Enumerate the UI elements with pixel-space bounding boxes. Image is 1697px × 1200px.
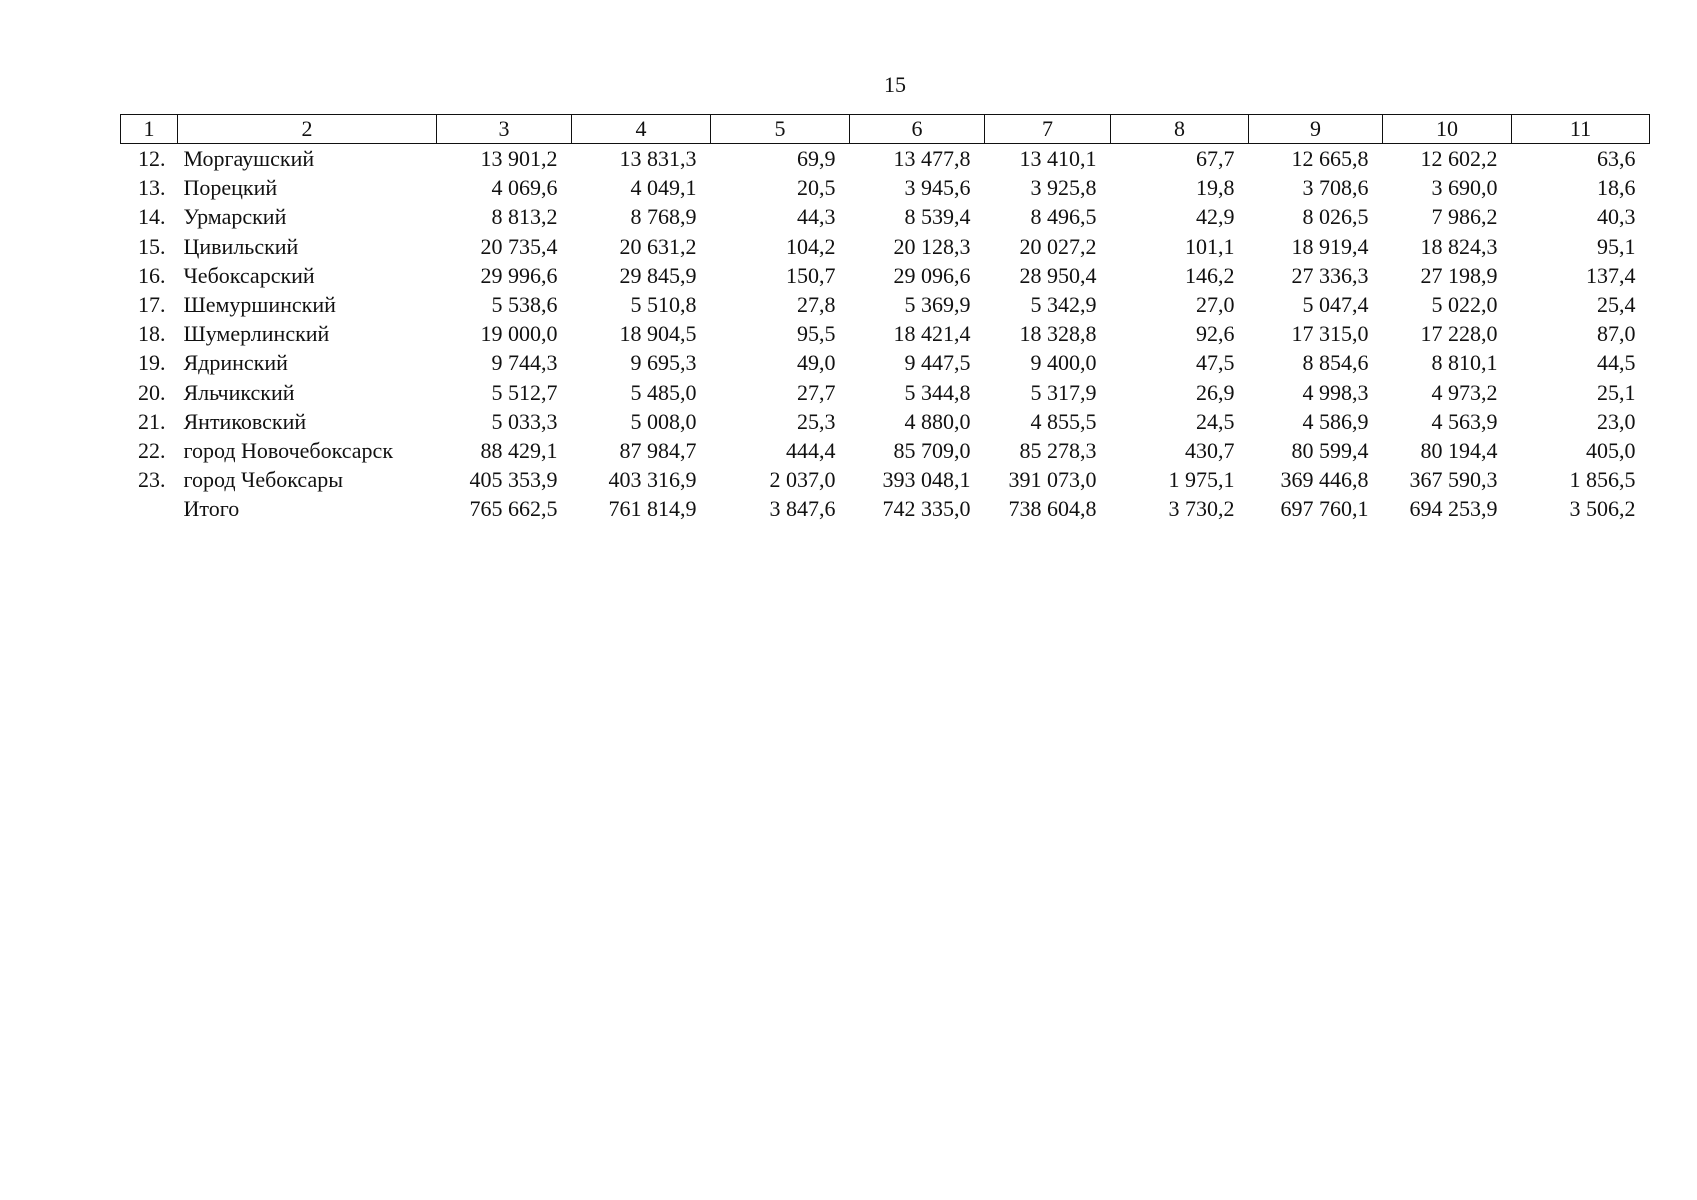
value-cell: 88 429,1 xyxy=(480,437,558,463)
value-cell: 29 096,6 xyxy=(893,262,971,288)
value-cell: 23,0 xyxy=(1597,408,1636,434)
district-name: Шемуршинский xyxy=(183,292,336,318)
value-cell: 92,6 xyxy=(1196,321,1235,347)
value-cell: 13 901,2 xyxy=(480,146,558,172)
value-cell: 25,3 xyxy=(797,408,836,434)
value-cell: 694 253,9 xyxy=(1409,496,1498,522)
value-cell: 18 421,4 xyxy=(893,321,971,347)
table-row xyxy=(121,436,1650,465)
value-cell: 5 512,7 xyxy=(491,379,558,405)
district-name: Итого xyxy=(183,496,240,522)
row-number: 14. xyxy=(138,204,166,230)
row-number: 15. xyxy=(138,233,166,259)
row-number: 23. xyxy=(138,467,166,493)
row-number: 22. xyxy=(138,437,166,463)
value-cell: 8 854,6 xyxy=(1302,350,1369,376)
value-cell: 19 000,0 xyxy=(480,321,558,347)
value-cell: 4 563,9 xyxy=(1431,408,1498,434)
value-cell: 27,7 xyxy=(797,379,836,405)
value-cell: 20,5 xyxy=(797,175,836,201)
value-cell: 67,7 xyxy=(1196,146,1235,172)
row-number: 21. xyxy=(138,408,166,434)
value-cell: 4 998,3 xyxy=(1302,379,1369,405)
value-cell: 3 847,6 xyxy=(769,496,836,522)
value-cell: 765 662,5 xyxy=(469,496,558,522)
value-cell: 367 590,3 xyxy=(1409,467,1498,493)
row-number: 16. xyxy=(138,262,166,288)
table-row xyxy=(121,465,1650,494)
value-cell: 9 744,3 xyxy=(491,350,558,376)
value-cell: 25,1 xyxy=(1597,379,1636,405)
district-name: Цивильский xyxy=(183,233,299,259)
column-header: 7 xyxy=(985,115,1111,144)
value-cell: 69,9 xyxy=(797,146,836,172)
value-cell: 4 049,1 xyxy=(630,175,697,201)
value-cell: 4 586,9 xyxy=(1302,408,1369,434)
value-cell: 5 485,0 xyxy=(630,379,697,405)
row-number: 12. xyxy=(138,146,166,172)
value-cell: 20 735,4 xyxy=(480,233,558,259)
value-cell: 12 665,8 xyxy=(1291,146,1369,172)
value-cell: 17 315,0 xyxy=(1291,321,1369,347)
value-cell: 5 538,6 xyxy=(491,292,558,318)
value-cell: 742 335,0 xyxy=(882,496,971,522)
value-cell: 27,0 xyxy=(1196,292,1235,318)
table-row xyxy=(121,407,1650,436)
value-cell: 19,8 xyxy=(1196,175,1235,201)
value-cell: 28 950,4 xyxy=(1019,262,1097,288)
value-cell: 13 477,8 xyxy=(893,146,971,172)
value-cell: 3 925,8 xyxy=(1030,175,1097,201)
value-cell: 1 975,1 xyxy=(1168,467,1235,493)
value-cell: 761 814,9 xyxy=(608,496,697,522)
value-cell: 9 400,0 xyxy=(1030,350,1097,376)
value-cell: 27 336,3 xyxy=(1291,262,1369,288)
value-cell: 95,1 xyxy=(1597,233,1636,259)
value-cell: 9 695,3 xyxy=(630,350,697,376)
value-cell: 26,9 xyxy=(1196,379,1235,405)
value-cell: 3 690,0 xyxy=(1431,175,1498,201)
value-cell: 5 510,8 xyxy=(630,292,697,318)
column-header: 2 xyxy=(178,115,437,144)
value-cell: 40,3 xyxy=(1597,204,1636,230)
column-header: 4 xyxy=(572,115,711,144)
value-cell: 3 506,2 xyxy=(1569,496,1636,522)
value-cell: 697 760,1 xyxy=(1280,496,1369,522)
column-header: 1 xyxy=(121,115,178,144)
row-number: 18. xyxy=(138,321,166,347)
column-header: 9 xyxy=(1249,115,1383,144)
value-cell: 27 198,9 xyxy=(1420,262,1498,288)
value-cell: 369 446,8 xyxy=(1280,467,1369,493)
district-name: Янтиковский xyxy=(183,408,307,434)
value-cell: 13 831,3 xyxy=(619,146,697,172)
value-cell: 24,5 xyxy=(1196,408,1235,434)
value-cell: 5 317,9 xyxy=(1030,379,1097,405)
value-cell: 9 447,5 xyxy=(904,350,971,376)
table-row xyxy=(121,319,1650,348)
value-cell: 13 410,1 xyxy=(1019,146,1097,172)
value-cell: 8 026,5 xyxy=(1302,204,1369,230)
table-body xyxy=(121,144,1650,524)
value-cell: 2 037,0 xyxy=(769,467,836,493)
value-cell: 87 984,7 xyxy=(619,437,697,463)
value-cell: 80 194,4 xyxy=(1420,437,1498,463)
value-cell: 29 996,6 xyxy=(480,262,558,288)
value-cell: 80 599,4 xyxy=(1291,437,1369,463)
column-header: 11 xyxy=(1512,115,1650,144)
value-cell: 4 855,5 xyxy=(1030,408,1097,434)
value-cell: 18 328,8 xyxy=(1019,321,1097,347)
value-cell: 5 369,9 xyxy=(904,292,971,318)
table-row xyxy=(121,232,1650,261)
value-cell: 738 604,8 xyxy=(1008,496,1097,522)
column-header: 6 xyxy=(850,115,985,144)
value-cell: 17 228,0 xyxy=(1420,321,1498,347)
value-cell: 5 047,4 xyxy=(1302,292,1369,318)
value-cell: 20 128,3 xyxy=(893,233,971,259)
data-table xyxy=(120,114,1650,523)
value-cell: 5 342,9 xyxy=(1030,292,1097,318)
row-number xyxy=(121,494,178,523)
value-cell: 8 813,2 xyxy=(491,204,558,230)
value-cell: 8 496,5 xyxy=(1030,204,1097,230)
value-cell: 63,6 xyxy=(1597,146,1636,172)
value-cell: 8 810,1 xyxy=(1431,350,1498,376)
value-cell: 104,2 xyxy=(786,233,836,259)
district-name: Ядринский xyxy=(183,350,288,376)
row-number: 17. xyxy=(138,292,166,318)
value-cell: 85 709,0 xyxy=(893,437,971,463)
district-name: Урмарский xyxy=(183,204,287,230)
value-cell: 405 353,9 xyxy=(469,467,558,493)
value-cell: 20 027,2 xyxy=(1019,233,1097,259)
value-cell: 391 073,0 xyxy=(1008,467,1097,493)
value-cell: 405,0 xyxy=(1586,437,1636,463)
page-number: 15 xyxy=(884,72,906,97)
district-name: город Новочебоксарск xyxy=(183,437,394,463)
value-cell: 95,5 xyxy=(797,321,836,347)
value-cell: 4 973,2 xyxy=(1431,379,1498,405)
row-number: 20. xyxy=(138,379,166,405)
value-cell: 18 904,5 xyxy=(619,321,697,347)
column-header: 3 xyxy=(437,115,572,144)
table-row xyxy=(121,494,1650,523)
value-cell: 150,7 xyxy=(786,262,836,288)
value-cell: 1 856,5 xyxy=(1569,467,1636,493)
value-cell: 18,6 xyxy=(1597,175,1636,201)
column-header: 10 xyxy=(1383,115,1512,144)
value-cell: 3 708,6 xyxy=(1302,175,1369,201)
value-cell: 7 986,2 xyxy=(1431,204,1498,230)
value-cell: 29 845,9 xyxy=(619,262,697,288)
value-cell: 47,5 xyxy=(1196,350,1235,376)
value-cell: 5 022,0 xyxy=(1431,292,1498,318)
district-name: Порецкий xyxy=(183,175,278,201)
value-cell: 5 008,0 xyxy=(630,408,697,434)
value-cell: 18 824,3 xyxy=(1420,233,1498,259)
district-name: Шумерлинский xyxy=(183,321,330,347)
value-cell: 137,4 xyxy=(1586,262,1636,288)
value-cell: 18 919,4 xyxy=(1291,233,1369,259)
value-cell: 8 768,9 xyxy=(630,204,697,230)
table-row xyxy=(121,290,1650,319)
value-cell: 4 880,0 xyxy=(904,408,971,434)
row-number: 13. xyxy=(138,175,166,201)
table-row xyxy=(121,202,1650,231)
table-row xyxy=(121,378,1650,407)
table-row xyxy=(121,173,1650,202)
value-cell: 101,1 xyxy=(1185,233,1235,259)
column-header: 8 xyxy=(1111,115,1249,144)
value-cell: 5 344,8 xyxy=(904,379,971,405)
district-name: Чебоксарский xyxy=(183,262,315,288)
value-cell: 430,7 xyxy=(1185,437,1235,463)
value-cell: 4 069,6 xyxy=(491,175,558,201)
value-cell: 20 631,2 xyxy=(619,233,697,259)
value-cell: 5 033,3 xyxy=(491,408,558,434)
district-name: Моргаушский xyxy=(183,146,315,172)
value-cell: 8 539,4 xyxy=(904,204,971,230)
value-cell: 25,4 xyxy=(1597,292,1636,318)
table-row xyxy=(121,348,1650,377)
value-cell: 444,4 xyxy=(786,437,836,463)
district-name: город Чебоксары xyxy=(183,467,344,493)
value-cell: 87,0 xyxy=(1597,321,1636,347)
header-row xyxy=(121,115,1650,144)
value-cell: 3 730,2 xyxy=(1168,496,1235,522)
value-cell: 393 048,1 xyxy=(882,467,971,493)
district-name: Яльчикский xyxy=(183,379,295,405)
value-cell: 49,0 xyxy=(797,350,836,376)
value-cell: 27,8 xyxy=(797,292,836,318)
value-cell: 42,9 xyxy=(1196,204,1235,230)
table-row xyxy=(121,144,1650,174)
value-cell: 12 602,2 xyxy=(1420,146,1498,172)
value-cell: 146,2 xyxy=(1185,262,1235,288)
column-header: 5 xyxy=(711,115,850,144)
value-cell: 3 945,6 xyxy=(904,175,971,201)
table-header xyxy=(121,115,1650,144)
value-cell: 403 316,9 xyxy=(608,467,697,493)
row-number: 19. xyxy=(138,350,166,376)
table-row xyxy=(121,261,1650,290)
value-cell: 44,3 xyxy=(797,204,836,230)
value-cell: 85 278,3 xyxy=(1019,437,1097,463)
value-cell: 44,5 xyxy=(1597,350,1636,376)
